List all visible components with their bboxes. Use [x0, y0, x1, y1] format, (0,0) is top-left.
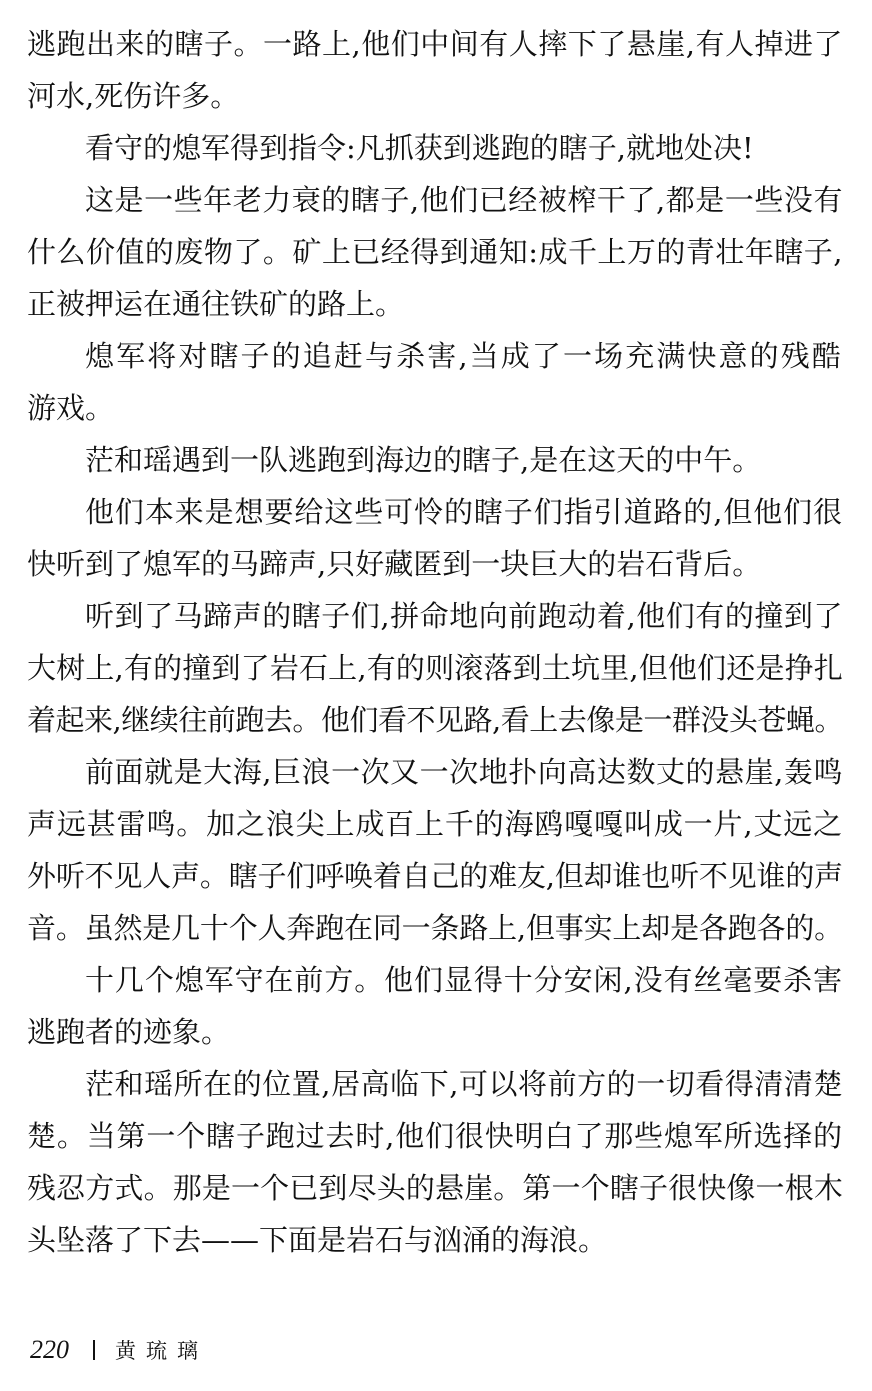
text-line-wrap	[27, 1162, 843, 1214]
author-name: 黄琉璃	[115, 1339, 208, 1363]
text-line: 这是一些年老力衰的瞎子,他们已经被榨干了,都是一些没有	[85, 183, 843, 217]
paragraph	[27, 1058, 843, 1266]
text-line: 河水,死伤许多。	[27, 79, 240, 113]
text-line-wrap	[27, 330, 843, 382]
text-line: 他们本来是想要给这些可怜的瞎子们指引道路的,但他们很	[85, 495, 843, 529]
text-line-wrap	[27, 694, 843, 746]
body-text	[27, 18, 843, 1266]
text-line: 逃跑出来的瞎子。一路上,他们中间有人摔下了悬崖,有人掉进了	[27, 27, 843, 61]
text-line-wrap	[27, 18, 843, 70]
text-line-wrap	[27, 902, 843, 954]
text-line-wrap	[27, 486, 843, 538]
text-line: 逃跑者的迹象。	[27, 1015, 231, 1049]
paragraph	[27, 954, 843, 1058]
text-line: 声远甚雷鸣。加之浪尖上成百上千的海鸥嘎嘎叫成一片,丈远之	[27, 807, 843, 841]
text-line-wrap	[27, 122, 843, 174]
paragraph	[27, 590, 843, 746]
text-line-wrap	[27, 226, 843, 278]
paragraph	[27, 122, 843, 174]
paragraph	[27, 18, 843, 122]
text-line-wrap	[27, 1006, 843, 1058]
text-line: 头坠落了下去——下面是岩石与汹涌的海浪。	[27, 1223, 608, 1257]
text-line: 茫和瑶遇到一队逃跑到海边的瞎子,是在这天的中午。	[85, 443, 762, 477]
paragraph	[27, 486, 843, 590]
paragraph	[27, 434, 843, 486]
text-line: 什么价值的废物了。矿上已经得到通知:成千上万的青壮年瞎子,	[27, 235, 843, 269]
text-line: 茫和瑶所在的位置,居高临下,可以将前方的一切看得清清楚	[85, 1067, 843, 1101]
text-line-wrap	[27, 642, 843, 694]
text-line: 熄军将对瞎子的追赶与杀害,当成了一场充满快意的残酷	[85, 339, 843, 373]
text-line-wrap	[27, 1110, 843, 1162]
text-line-wrap	[27, 382, 843, 434]
text-line-wrap	[27, 278, 843, 330]
text-line-wrap	[27, 538, 843, 590]
paragraph	[27, 330, 843, 434]
text-line: 前面就是大海,巨浪一次又一次地扑向高达数丈的悬崖,轰鸣	[85, 755, 843, 789]
footer-divider	[93, 1340, 95, 1360]
text-line: 正被押运在通往铁矿的路上。	[27, 287, 405, 321]
paragraph	[27, 746, 843, 954]
text-line-wrap	[27, 434, 843, 486]
text-line-wrap	[27, 1214, 843, 1266]
text-line-wrap	[27, 590, 843, 642]
text-line-wrap	[27, 70, 843, 122]
text-line: 大树上,有的撞到了岩石上,有的则滚落到土坑里,但他们还是挣扎	[27, 651, 843, 685]
text-line: 看守的熄军得到指令:凡抓获到逃跑的瞎子,就地处决!	[85, 131, 754, 165]
paragraph	[27, 174, 843, 330]
text-line-wrap	[27, 174, 843, 226]
text-line: 听到了马蹄声的瞎子们,拼命地向前跑动着,他们有的撞到了	[85, 599, 843, 633]
text-line: 游戏。	[27, 391, 115, 425]
page-footer	[30, 1332, 208, 1368]
text-line-wrap	[27, 1058, 843, 1110]
text-line: 十几个熄军守在前方。他们显得十分安闲,没有丝毫要杀害	[85, 963, 843, 997]
page-number: 220	[30, 1335, 69, 1364]
text-line-wrap	[27, 746, 843, 798]
text-line-wrap	[27, 850, 843, 902]
text-line: 快听到了熄军的马蹄声,只好藏匿到一块巨大的岩石背后。	[27, 547, 762, 581]
text-line: 残忍方式。那是一个已到尽头的悬崖。第一个瞎子很快像一根木	[27, 1171, 843, 1205]
text-line-wrap	[27, 798, 843, 850]
text-line-wrap	[27, 954, 843, 1006]
text-line: 楚。当第一个瞎子跑过去时,他们很快明白了那些熄军所选择的	[27, 1119, 843, 1153]
text-line: 着起来,继续往前跑去。他们看不见路,看上去像是一群没头苍蝇。	[27, 703, 843, 737]
text-line: 音。虽然是几十个人奔跑在同一条路上,但事实上却是各跑各的。	[27, 911, 843, 945]
text-line: 外听不见人声。瞎子们呼唤着自己的难友,但却谁也听不见谁的声	[27, 859, 843, 893]
